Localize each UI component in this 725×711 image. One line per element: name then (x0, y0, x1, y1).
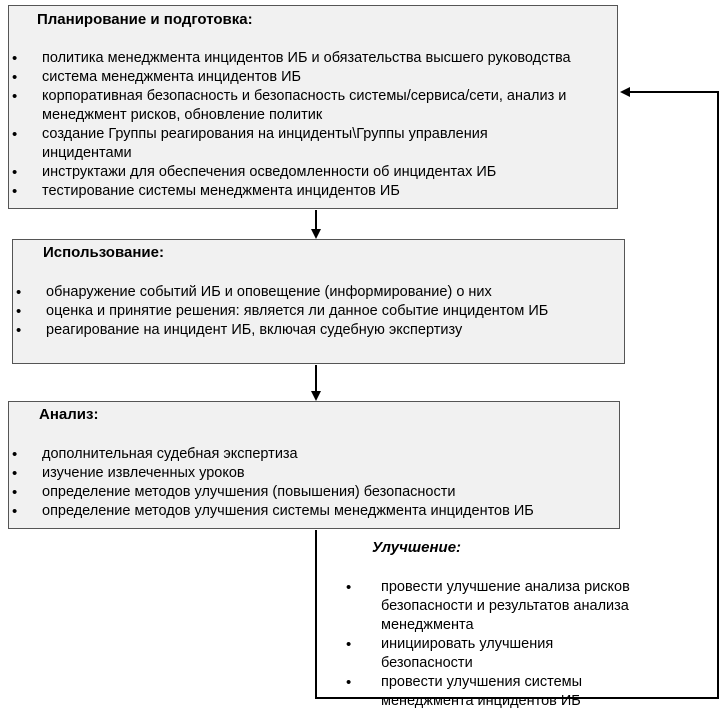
usage-item: • обнаружение событий ИБ и оповещение (информирование) о них (16, 283, 616, 302)
analysis-item: • определение методов улучшения (повышения) безопасности (12, 483, 612, 502)
analysis-item: • дополнительная судебная экспертиза (12, 445, 612, 464)
planning-item: • тестирование системы менеджмента инцидентов ИБ (12, 182, 612, 201)
improvement-item: • инициировать улучшения безопасности (346, 635, 646, 673)
planning-item: • создание Группы реагирования на инциденты\Группы управления инцидентами (12, 125, 562, 163)
planning-item: • корпоративная безопасность и безопасность системы/сервиса/сети, анализ и менеджмент рисков, обновление политик (12, 87, 612, 125)
improvement-item: • провести улучшения системы менеджмента инцидентов ИБ (346, 673, 646, 711)
analysis-title: Анализ: (39, 406, 99, 423)
improvement-title: Улучшение: (372, 539, 462, 556)
usage-item: • оценка и принятие решения: является ли данное событие инцидентом ИБ (16, 302, 616, 321)
analysis-item: • изучение извлеченных уроков (12, 464, 612, 483)
planning-item: • система менеджмента инцидентов ИБ (12, 68, 612, 87)
analysis-item: • определение методов улучшения системы менеджмента инцидентов ИБ (12, 502, 612, 521)
improvement-item: • провести улучшение анализа рисков безопасности и результатов анализа менеджмента (346, 578, 646, 635)
planning-title: Планирование и подготовка: (37, 11, 253, 28)
usage-item: • реагирование на инцидент ИБ, включая судебную экспертизу (16, 321, 616, 340)
arrow-loop-to-planning (316, 92, 718, 698)
planning-item: • политика менеджмента инцидентов ИБ и обязательства высшего руководства (12, 49, 612, 68)
planning-item: • инструктажи для обеспечения осведомленности об инцидентах ИБ (12, 163, 612, 182)
usage-title: Использование: (43, 244, 164, 261)
